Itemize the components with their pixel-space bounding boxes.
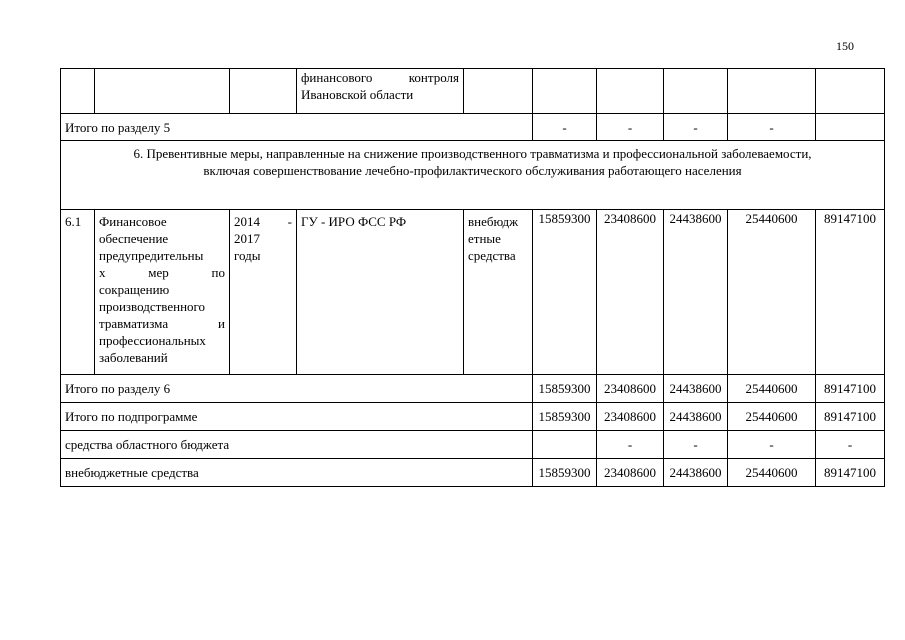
description-line: финансового контроля xyxy=(301,70,459,85)
total-value: 23408600 xyxy=(597,403,664,431)
item-source xyxy=(464,210,533,375)
item-name-line: предупредительны xyxy=(99,248,204,263)
section6-heading xyxy=(61,141,885,210)
item-value: 15859300 xyxy=(533,210,597,375)
item-name-line: производственного xyxy=(99,299,206,314)
regional-budget-row xyxy=(61,431,885,459)
extrabudgetary-row xyxy=(61,459,885,487)
cell-source xyxy=(464,69,533,114)
total-value: 15859300 xyxy=(533,459,597,487)
item-value: 23408600 xyxy=(597,210,664,375)
total-value: - xyxy=(597,114,664,141)
cell-period xyxy=(230,69,297,114)
page-number: 150 xyxy=(836,39,854,53)
cell-name xyxy=(95,69,230,114)
source-line: етные xyxy=(468,231,501,246)
item-value: 89147100 xyxy=(816,210,885,375)
item-6-1-row xyxy=(61,210,885,375)
source-line: средства xyxy=(468,248,516,263)
total-value: - xyxy=(597,431,664,459)
item-name-line: профессиональных xyxy=(99,333,206,348)
item-name-line: сокращению xyxy=(99,282,170,297)
total-value: 24438600 xyxy=(664,403,728,431)
continuation-row xyxy=(61,69,885,114)
item-executor: ГУ - ИРО ФСС РФ xyxy=(297,210,464,375)
section6-total-label: Итого по разделу 6 xyxy=(61,375,533,403)
total-value: 23408600 xyxy=(597,459,664,487)
total-value: - xyxy=(664,431,728,459)
item-name-line: Финансовое xyxy=(99,214,167,229)
item-name xyxy=(95,210,230,375)
period-line: 2017 xyxy=(234,231,260,246)
total-value: 24438600 xyxy=(664,375,728,403)
total-value: 89147100 xyxy=(816,459,885,487)
total-value: - xyxy=(816,431,885,459)
section5-total-label: Итого по разделу 5 xyxy=(61,114,533,141)
total-value: 15859300 xyxy=(533,403,597,431)
total-value: - xyxy=(664,114,728,141)
cell-number xyxy=(61,69,95,114)
item-value: 24438600 xyxy=(664,210,728,375)
cell-value xyxy=(533,69,597,114)
regional-budget-label: средства областного бюджета xyxy=(61,431,533,459)
budget-table xyxy=(60,68,885,487)
section6-heading-line: 6. Превентивные меры, направленные на снижение производственного травматизма и профессиональной заболеваемости, xyxy=(133,146,812,161)
total-value: 25440600 xyxy=(728,375,816,403)
cell-value xyxy=(728,69,816,114)
item-number: 6.1 xyxy=(61,210,95,375)
section6-heading-line: включая совершенствование лечебно-профилактического обслуживания работающего населения xyxy=(203,163,742,178)
cell-executor xyxy=(297,69,464,114)
item-name-line: заболеваний xyxy=(99,350,168,365)
subprogram-total-row xyxy=(61,403,885,431)
period-line: годы xyxy=(234,248,261,263)
total-value xyxy=(533,431,597,459)
total-value: 15859300 xyxy=(533,375,597,403)
total-value: 25440600 xyxy=(728,459,816,487)
item-name-line: обеспечение xyxy=(99,231,169,246)
total-value: 89147100 xyxy=(816,375,885,403)
total-value: 89147100 xyxy=(816,403,885,431)
total-value: 25440600 xyxy=(728,403,816,431)
total-value: 23408600 xyxy=(597,375,664,403)
total-value xyxy=(816,114,885,141)
period-line: 2014 - xyxy=(234,214,292,229)
source-line: внебюдж xyxy=(468,214,519,229)
item-name-line: х мер по xyxy=(99,265,225,280)
total-value: - xyxy=(728,431,816,459)
total-value: - xyxy=(533,114,597,141)
extrabudgetary-label: внебюджетные средства xyxy=(61,459,533,487)
item-value: 25440600 xyxy=(728,210,816,375)
cell-value xyxy=(597,69,664,114)
cell-value xyxy=(664,69,728,114)
description-line: Ивановской области xyxy=(301,87,414,102)
total-value: - xyxy=(728,114,816,141)
section6-total-row xyxy=(61,375,885,403)
cell-value xyxy=(816,69,885,114)
item-period xyxy=(230,210,297,375)
section5-total-row xyxy=(61,114,885,141)
section6-heading-row xyxy=(61,141,885,210)
item-name-line: травматизма и xyxy=(99,316,225,331)
subprogram-total-label: Итого по подпрограмме xyxy=(61,403,533,431)
total-value: 24438600 xyxy=(664,459,728,487)
